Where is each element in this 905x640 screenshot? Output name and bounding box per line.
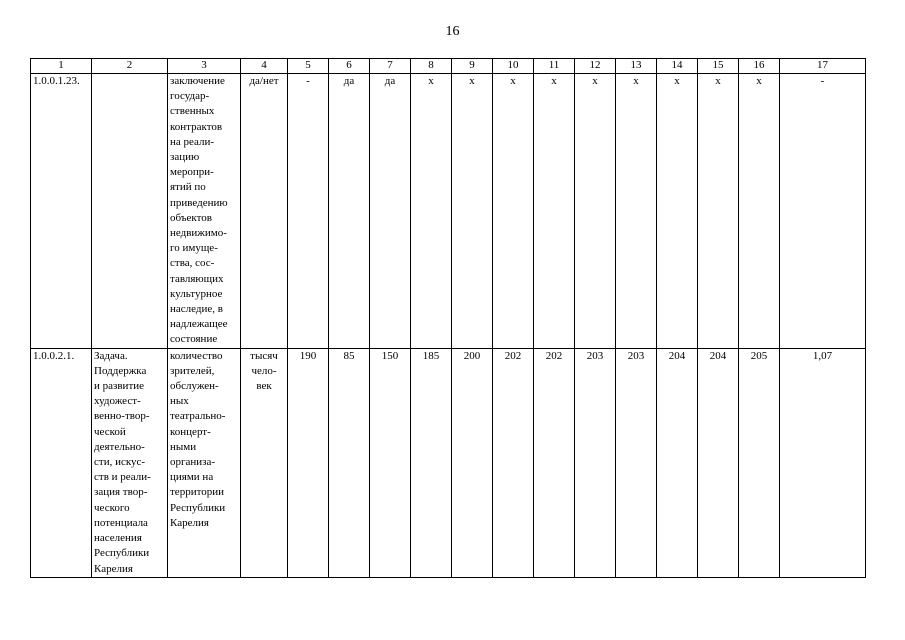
column-header: 9 xyxy=(452,59,493,74)
row-value: - xyxy=(288,74,329,349)
row-value: х xyxy=(657,74,698,349)
row-indicator: количество зрителей, обслужен- ных театрально- концерт- ными организа- циями на территории Республики Карелия xyxy=(168,348,241,577)
row-value: 202 xyxy=(493,348,534,577)
row-unit: тысяч чело- век xyxy=(241,348,288,577)
row-value: х xyxy=(698,74,739,349)
table-row xyxy=(31,74,866,349)
column-header: 8 xyxy=(411,59,452,74)
row-code: 1.0.0.2.1. xyxy=(31,348,92,577)
row-value: 204 xyxy=(657,348,698,577)
row-value: х xyxy=(575,74,616,349)
column-header: 14 xyxy=(657,59,698,74)
column-header: 7 xyxy=(370,59,411,74)
column-header: 4 xyxy=(241,59,288,74)
column-header: 6 xyxy=(329,59,370,74)
column-header: 16 xyxy=(739,59,780,74)
column-header: 10 xyxy=(493,59,534,74)
row-value: да xyxy=(370,74,411,349)
column-header: 15 xyxy=(698,59,739,74)
row-value: - xyxy=(780,74,866,349)
row-value: 204 xyxy=(698,348,739,577)
row-value: 190 xyxy=(288,348,329,577)
page-number: 16 xyxy=(445,24,460,39)
row-code: 1.0.0.1.23. xyxy=(31,74,92,349)
row-value: х xyxy=(534,74,575,349)
column-header: 5 xyxy=(288,59,329,74)
row-value: х xyxy=(452,74,493,349)
column-header: 3 xyxy=(168,59,241,74)
column-header: 17 xyxy=(780,59,866,74)
row-value: 185 xyxy=(411,348,452,577)
table-row xyxy=(31,348,866,577)
row-unit: да/нет xyxy=(241,74,288,349)
row-indicator: заключение государ- ственных контрактов на реали- зацию меропри- ятий по приведению объектов недвижимо- го имуще- ства, сос- тавляющих культурное наследие, в надлежащее состояние xyxy=(168,74,241,349)
row-value: 202 xyxy=(534,348,575,577)
column-header: 12 xyxy=(575,59,616,74)
row-value: да xyxy=(329,74,370,349)
column-header: 1 xyxy=(31,59,92,74)
column-header: 2 xyxy=(92,59,168,74)
header-row xyxy=(31,59,866,74)
row-value: 1,07 xyxy=(780,348,866,577)
row-task: Задача. Поддержка и развитие художест- венно-твор- ческой деятельно- сти, искус- ств и реали- зация твор- ческого потенциала населения Республики Карелия xyxy=(92,348,168,577)
row-task xyxy=(92,74,168,349)
row-value: х xyxy=(616,74,657,349)
row-value: 150 xyxy=(370,348,411,577)
row-value: 85 xyxy=(329,348,370,577)
row-value: 203 xyxy=(616,348,657,577)
row-value: 200 xyxy=(452,348,493,577)
row-value: х xyxy=(739,74,780,349)
row-value: х xyxy=(411,74,452,349)
column-header: 11 xyxy=(534,59,575,74)
row-value: 205 xyxy=(739,348,780,577)
indicators-table xyxy=(30,58,866,578)
row-value: 203 xyxy=(575,348,616,577)
column-header: 13 xyxy=(616,59,657,74)
row-value: х xyxy=(493,74,534,349)
